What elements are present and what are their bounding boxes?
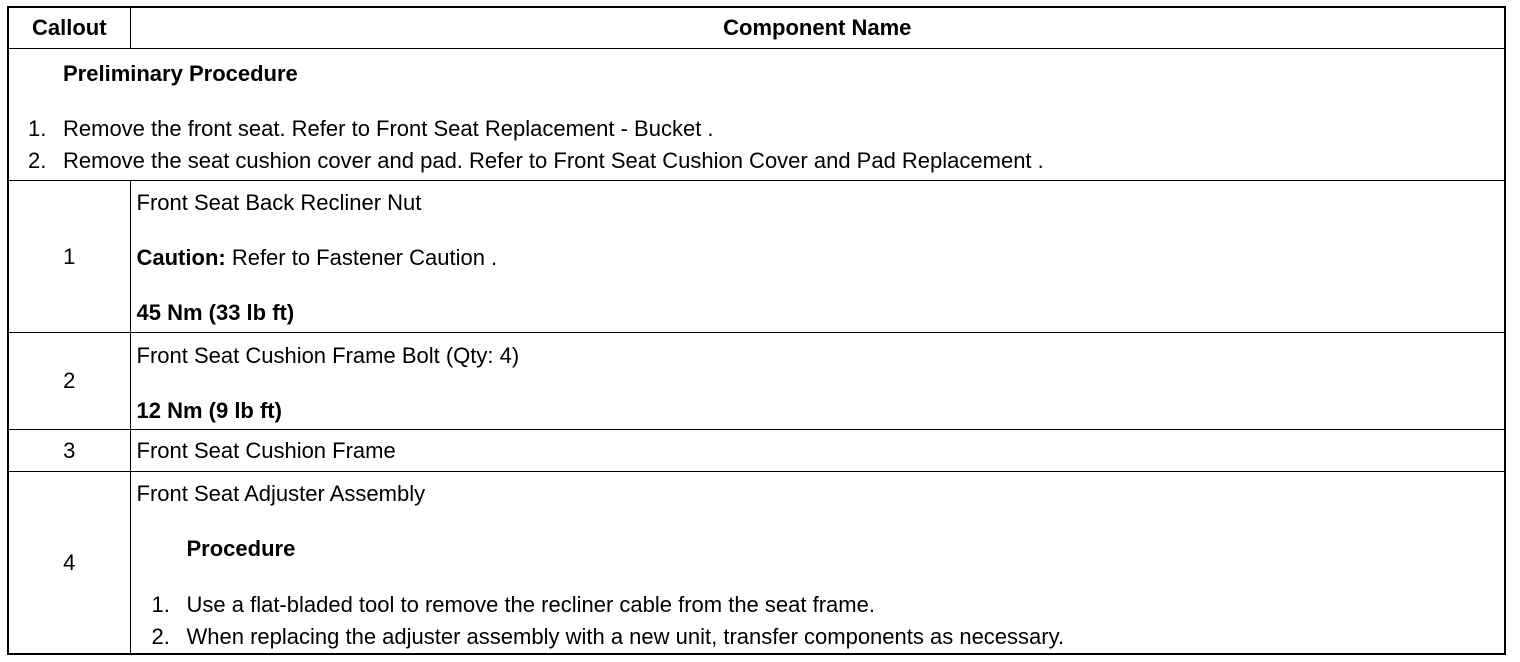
prelim-step-2-text: Remove the seat cushion cover and pad. Refer to Front Seat Cushion Cover and Pad Replacement . — [63, 148, 1044, 173]
torque-spec: 45 Nm (33 lb ft) — [136, 300, 295, 325]
callout-cell: 4 — [8, 472, 130, 655]
component-cell — [130, 430, 1505, 472]
component-name: Front Seat Adjuster Assembly — [136, 481, 426, 506]
header-row — [8, 7, 1505, 49]
table-row — [8, 333, 1505, 430]
table-row — [8, 430, 1505, 472]
preliminary-procedure-cell — [8, 49, 1505, 181]
torque-spec: 12 Nm (9 lb ft) — [136, 398, 282, 423]
procedure-step-1-text: Use a flat-bladed tool to remove the recliner cable from the seat frame. — [186, 592, 875, 617]
callout-header: Callout — [8, 7, 130, 49]
component-cell — [130, 333, 1505, 430]
prelim-step-2-number: 2. — [28, 148, 47, 173]
procedure-step-2-number: 2. — [151, 624, 170, 649]
component-cell — [130, 181, 1505, 333]
callout-cell: 3 — [8, 430, 130, 472]
prelim-step-1-number: 1. — [28, 116, 47, 141]
procedure-step-2-text: When replacing the adjuster assembly with a new unit, transfer components as necessary. — [186, 624, 1065, 649]
component-table — [7, 6, 1506, 655]
component-name-header: Component Name — [130, 7, 1505, 49]
component-cell — [130, 472, 1505, 655]
component-name: Front Seat Cushion Frame — [136, 438, 396, 463]
procedure-heading: Procedure — [186, 536, 296, 561]
callout-cell: 2 — [8, 333, 130, 430]
procedure-step-1-number: 1. — [151, 592, 170, 617]
table-row — [8, 181, 1505, 333]
preliminary-heading: Preliminary Procedure — [63, 61, 298, 86]
caution-line — [137, 245, 498, 271]
prelim-step-1-text: Remove the front seat. Refer to Front Seat Replacement - Bucket . — [63, 116, 714, 141]
caution-text: Refer to Fastener Caution . — [225, 245, 498, 270]
table-row — [8, 472, 1505, 655]
preliminary-row — [8, 49, 1505, 181]
component-name: Front Seat Cushion Frame Bolt (Qty: 4) — [136, 343, 520, 368]
component-name: Front Seat Back Recliner Nut — [136, 190, 422, 215]
caution-label: Caution: — [136, 245, 226, 270]
callout-cell: 1 — [8, 181, 130, 333]
